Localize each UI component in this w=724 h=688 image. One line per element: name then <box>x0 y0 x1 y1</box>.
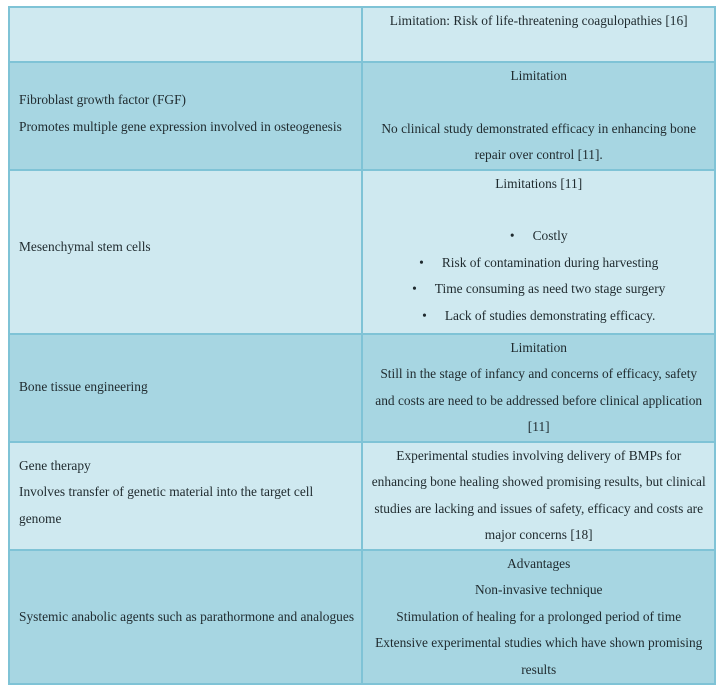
treatment-name: Systemic anabolic agents such as parathormone and analogues <box>19 608 355 624</box>
treatment-name: Fibroblast growth factor (FGF) <box>19 92 186 107</box>
row-4-detail-cell <box>362 334 715 442</box>
treatment-description: Involves transfer of genetic material into the target cell genome <box>19 484 314 526</box>
bullet-list <box>369 223 708 329</box>
row-3-treatment-cell <box>9 170 362 334</box>
row-5-detail-cell <box>362 442 715 550</box>
table-row <box>9 7 715 62</box>
list-item: • Time consuming as need two stage surgery <box>369 276 708 303</box>
detail-heading: Advantages <box>507 555 571 571</box>
detail-heading: Limitation <box>510 339 567 355</box>
table-row <box>9 442 715 550</box>
list-item: • Costly <box>369 223 708 250</box>
table-row <box>9 62 715 170</box>
list-item: • Lack of studies demonstrating efficacy. <box>369 303 708 330</box>
row-1-detail-cell <box>362 7 715 62</box>
detail-text: Extensive experimental studies which have shown promising results <box>375 635 703 677</box>
table-row <box>9 334 715 442</box>
table-row <box>9 170 715 334</box>
detail-text: Stimulation of healing for a prolonged period of time <box>396 608 682 624</box>
detail-text: No clinical study demonstrated efficacy in enhancing bone repair over control [11]. <box>381 120 697 162</box>
detail-heading: Limitation <box>510 68 567 83</box>
table-row <box>9 550 715 685</box>
row-6-treatment-cell <box>9 550 362 685</box>
row-3-detail-cell <box>362 170 715 334</box>
row-5-treatment-cell <box>9 442 362 550</box>
row-4-treatment-cell <box>9 334 362 442</box>
row-6-detail-cell <box>362 550 715 685</box>
row-2-treatment-cell <box>9 62 362 170</box>
treatment-name: Gene therapy <box>19 457 91 473</box>
detail-heading: Limitations [11] <box>495 175 583 191</box>
treatment-description: Promotes multiple gene expression involved in osteogenesis <box>19 118 342 134</box>
row-2-detail-cell <box>362 62 715 170</box>
treatment-name: Bone tissue engineering <box>19 379 148 395</box>
treatment-table <box>8 6 716 685</box>
detail-text: Still in the stage of infancy and concerns of efficacy, safety and costs are need to be addressed before clinical application [11] <box>375 366 703 434</box>
detail-text: Limitation: Risk of life-threatening coagulopathies [16] <box>389 13 688 28</box>
list-item: • Risk of contamination during harvesting <box>369 250 708 277</box>
detail-text: Non-invasive technique <box>474 582 603 597</box>
detail-text: Experimental studies involving delivery of BMPs for enhancing bone healing showed promising results, but clinical studies are lacking and issues of safety, efficacy and costs are major concerns [18] <box>371 447 706 542</box>
treatment-name: Mesenchymal stem cells <box>19 239 151 255</box>
row-1-treatment-cell <box>9 7 362 62</box>
